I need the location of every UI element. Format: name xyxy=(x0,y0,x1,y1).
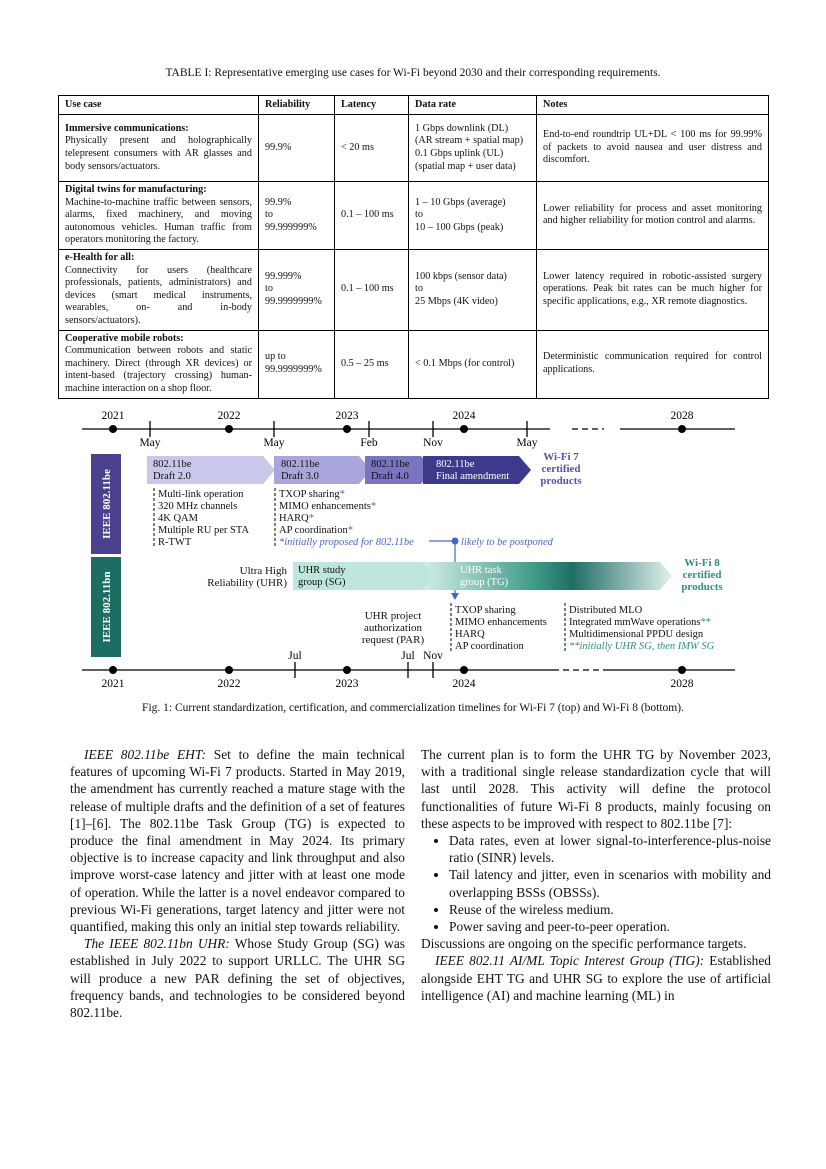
par-label: authorization xyxy=(363,622,423,634)
reliability-line: 99.999999% xyxy=(265,221,317,233)
use-case-title: e-Health for all: xyxy=(65,251,135,263)
postponed-label: likely to be postponed xyxy=(461,537,553,548)
feature-item: Multi-link operation xyxy=(158,489,244,500)
feature-item: Multidimensional PPDU design xyxy=(569,629,704,640)
star-marker: * xyxy=(370,501,377,512)
uhr-tg-sub: group (TG) xyxy=(460,577,509,588)
month-label: Nov xyxy=(423,650,443,662)
feature-item: Distributed MLO xyxy=(569,605,643,616)
right-column xyxy=(421,746,771,1004)
wifi8-footnote: **initially UHR SG, then IMW SG xyxy=(569,641,715,652)
figure-caption: Fig. 1: Current standardization, certification, and commercialization timelines for Wi-Fi 7 (top) and Wi-Fi 8 (bottom). xyxy=(142,702,684,714)
uhr-sg-label: UHR study xyxy=(298,565,346,576)
paragraph-text: Established alongside EHT TG and UHR SG to explore the use of artificial intelligence (AI) and machine learning (ML) in xyxy=(421,953,771,1003)
data-rate-line: 1 – 10 Gbps (average) xyxy=(415,196,506,208)
data-rate-line: (AR stream + spatial map) xyxy=(415,135,524,147)
table-row xyxy=(59,182,769,250)
draft4-sub: Draft 4.0 xyxy=(371,471,409,482)
month-label: May xyxy=(263,437,285,449)
data-rate-line: 0.1 Gbps uplink (UL) xyxy=(415,148,504,159)
paragraph-heading: The IEEE 802.11bn UHR: xyxy=(84,936,230,952)
table-caption: TABLE I: Representative emerging use cases for Wi-Fi beyond 2030 and their corresponding requirements. xyxy=(165,67,661,79)
bottom-timeline xyxy=(82,650,735,690)
month-label: Nov xyxy=(423,437,443,449)
year-label: 2023 xyxy=(335,410,359,422)
feature-item: 320 MHz channels xyxy=(158,501,238,512)
month-label: Jul xyxy=(288,650,302,662)
year-label: 2022 xyxy=(217,410,241,422)
ieee-802-11be-label: IEEE 802.11be xyxy=(101,469,113,539)
feature-item: TXOP sharing xyxy=(279,489,340,500)
use-case-desc: Machine-to-machine traffic between sensors, alarms, fixed machinery, and moving autonomous vehicles. Human traffic from operators monitoring the factory. xyxy=(65,196,252,246)
latency-cell: 0.1 – 100 ms xyxy=(335,249,409,330)
paragraph-text: Set to define the main technical features of upcoming Wi-Fi 7 products. Started in May 2019, the amendment has currently reached a mature stage with the release of multiple drafts and the definition of a set of features [1]–[6]. The 802.11be Task Group (TG) is expected to produce the final amendment in May 2024. Its primary objective is to increase capacity and link throughput and also improve worst-case latency and jitter with at least one mode of operation. While the latter is a novel endeavor compared to previous Wi-Fi generations, target latency and jitter were not quantified, making this only an initial step towards reliability. xyxy=(70,747,405,935)
draft3-label: 802.11be xyxy=(281,459,320,470)
feature-item: 4K QAM xyxy=(158,513,198,524)
month-label: Feb xyxy=(360,437,378,449)
latency-cell: 0.1 – 100 ms xyxy=(335,182,409,250)
data-rate-line: 100 kbps (sensor data) xyxy=(415,270,507,282)
month-label: May xyxy=(516,437,538,449)
year-label: 2021 xyxy=(101,410,125,422)
year-label: 2028 xyxy=(670,410,694,422)
year-label: 2021 xyxy=(101,678,125,690)
feature-item: MIMO enhancements xyxy=(455,617,547,628)
reliability-cell xyxy=(259,330,335,398)
uhr-sg-sub: group (SG) xyxy=(298,577,346,588)
wifi7-cert-label: products xyxy=(540,475,582,487)
paragraph-heading: IEEE 802.11 AI/ML Topic Interest Group (TIG): xyxy=(435,953,705,969)
use-case-cell xyxy=(59,115,259,182)
table-row xyxy=(59,330,769,398)
header-reliability: Reliability xyxy=(259,96,335,115)
draft2-label: 802.11be xyxy=(153,459,192,470)
paragraph-text: Whose Study Group (SG) was established in July 2022 to support URLLC. The UHR SG will produce a new PAR defining the set of objectives, frequency bands, and technologies to be considered beyond 802.11be. xyxy=(70,936,405,1021)
year-label: 2024 xyxy=(452,410,476,422)
list-item: • Tail latency and jitter, even in scenarios with mobility and overlapping BSSs (OBSSs). xyxy=(449,866,771,900)
use-case-cell xyxy=(59,249,259,330)
reliability-cell: 99.9% xyxy=(259,115,335,182)
header-notes: Notes xyxy=(537,96,769,115)
par-label: request (PAR) xyxy=(361,634,425,646)
wifi7-cert-label: certified xyxy=(541,463,581,475)
reliability-line: 99.9999999% xyxy=(265,296,322,308)
reliability-line: 99.999% xyxy=(265,270,302,282)
use-case-desc: Physically present and holographically telepresent consumers with AR glasses and body sensors/actuators. xyxy=(65,135,252,172)
left-column xyxy=(70,746,405,1021)
data-rate-cell xyxy=(409,115,537,182)
reliability-line: to xyxy=(265,209,273,221)
feature-item: TXOP sharing xyxy=(455,605,516,616)
notes-cell: End-to-end roundtrip UL+DL < 100 ms for 99.99% of packets to avoid nausea and user distress and discomfort. xyxy=(537,115,769,182)
feature-item: MIMO enhancements xyxy=(279,501,371,512)
wifi7-cert-label: Wi-Fi 7 xyxy=(543,451,579,463)
feature-item: AP coordination xyxy=(455,641,524,652)
year-label: 2024 xyxy=(452,678,476,690)
use-case-cell xyxy=(59,330,259,398)
feature-item: Integrated mmWave operations xyxy=(569,617,701,628)
final-amendment-sub: Final amendment xyxy=(436,471,510,482)
draft2-sub: Draft 2.0 xyxy=(153,471,191,482)
reliability-cell xyxy=(259,249,335,330)
wifi7-footnote: *initially proposed for 802.11be xyxy=(279,537,414,548)
notes-cell: Deterministic communication required for control applications. xyxy=(537,330,769,398)
uhr-label: Ultra High xyxy=(239,565,287,577)
svg-text:TXOP sharing* xyxy=(279,489,345,500)
feature-item: Multiple RU per STA xyxy=(158,525,250,536)
wifi8-cert-label: Wi-Fi 8 xyxy=(684,557,720,569)
bullet-list xyxy=(421,832,771,935)
notes-cell: Lower reliability for process and asset monitoring and higher reliability for motion control and alarms. xyxy=(537,182,769,250)
table-header-row xyxy=(59,96,769,115)
latency-cell: < 20 ms xyxy=(335,115,409,182)
use-case-title: Digital twins for manufacturing: xyxy=(65,184,207,195)
paragraph xyxy=(70,746,405,935)
list-item: • Data rates, even at lower signal-to-interference-plus-noise ratio (SINR) levels. xyxy=(449,832,771,866)
data-rate-line: 10 – 100 Gbps (peak) xyxy=(415,221,504,233)
data-rate-cell xyxy=(409,249,537,330)
data-rate-cell xyxy=(409,182,537,250)
uhr-label: Reliability (UHR) xyxy=(207,577,287,589)
star-marker: * xyxy=(347,525,353,536)
paragraph: The current plan is to form the UHR TG by November 2023, with a traditional single release standardization cycle that will last until 2028. This activity will define the protocol functionalities of future Wi-Fi 8 products, mainly focusing on these aspects to be improved with respect to 802.11be [7]: xyxy=(421,747,771,831)
use-case-title: Immersive communications: xyxy=(65,122,189,134)
year-label: 2028 xyxy=(670,678,694,690)
reliability-line: up to xyxy=(265,351,286,363)
reliability-cell xyxy=(259,182,335,250)
data-rate-line: < 0.1 Mbps (for control) xyxy=(415,357,515,369)
year-label: 2023 xyxy=(335,678,359,690)
data-rate-line: 1 Gbps downlink (DL) xyxy=(415,122,509,134)
timeline-figure xyxy=(0,400,826,700)
use-case-table xyxy=(58,95,769,399)
reliability-line: 99.9% xyxy=(265,196,292,208)
ieee-802-11bn-label: IEEE 802.11bn xyxy=(101,571,113,643)
top-timeline xyxy=(82,410,735,449)
feature-item: AP coordination xyxy=(279,525,348,536)
star-marker: * xyxy=(339,489,345,500)
svg-text:Integrated mmWave operations** xyxy=(569,617,711,628)
draft3-sub: Draft 3.0 xyxy=(281,471,319,482)
data-rate-line: (spatial map + user data) xyxy=(415,160,516,172)
table-row xyxy=(59,115,769,182)
wifi8-cert-label: certified xyxy=(682,569,722,581)
wifi8-section xyxy=(91,557,723,657)
paragraph-heading: IEEE 802.11be EHT: xyxy=(84,747,206,762)
reliability-line: to xyxy=(265,283,273,295)
table-row xyxy=(59,249,769,330)
list-item: • Power saving and peer-to-peer operation. xyxy=(449,918,771,935)
draft4-label: 802.11be xyxy=(371,459,410,470)
par-label: UHR project xyxy=(364,610,422,622)
uhr-tg-label: UHR task xyxy=(460,565,502,576)
latency-cell: 0.5 – 25 ms xyxy=(335,330,409,398)
paragraph xyxy=(421,952,771,1004)
notes-cell: Lower latency required in robotic-assisted surgery operations. Peak bit rates can be much higher for specific applications, e.g., XR remote diagnostics. xyxy=(537,249,769,330)
header-use-case: Use case xyxy=(59,96,259,115)
data-rate-line: to xyxy=(415,209,423,221)
star-marker: ** xyxy=(700,617,712,628)
data-rate-cell xyxy=(409,330,537,398)
use-case-title: Cooperative mobile robots: xyxy=(65,332,184,344)
data-rate-line: 25 Mbps (4K video) xyxy=(415,296,498,308)
month-label: May xyxy=(139,437,161,449)
paragraph: Discussions are ongoing on the specific performance targets. xyxy=(421,936,747,952)
month-label: Jul xyxy=(401,650,415,662)
svg-text:HARQ* xyxy=(279,513,314,524)
svg-text:MIMO enhancements* xyxy=(279,501,376,512)
svg-text:AP coordination* xyxy=(279,525,353,536)
feature-item: HARQ xyxy=(455,629,485,640)
use-case-cell xyxy=(59,182,259,250)
header-latency: Latency xyxy=(335,96,409,115)
final-amendment-label: 802.11be xyxy=(436,459,475,470)
data-rate-line: to xyxy=(415,283,423,295)
star-marker: * xyxy=(308,513,315,524)
feature-item: HARQ xyxy=(279,513,309,524)
paragraph xyxy=(70,935,405,1021)
year-label: 2022 xyxy=(217,678,241,690)
use-case-desc: Communication between robots and static machinery. Direct (through XR devices) or intent-based (trajectory crossing) human-machine interaction on a shop floor. xyxy=(65,345,252,394)
header-data-rate: Data rate xyxy=(409,96,537,115)
use-case-desc: Connectivity for users (healthcare professionals, patients, administrators) and devices (smart medical instruments, wearables, on- and in-body sensors/actuators). xyxy=(65,264,252,326)
feature-item: R-TWT xyxy=(158,537,192,548)
reliability-line: 99.9999999% xyxy=(265,364,322,376)
list-item: • Reuse of the wireless medium. xyxy=(449,901,771,918)
wifi8-cert-label: products xyxy=(681,581,723,593)
